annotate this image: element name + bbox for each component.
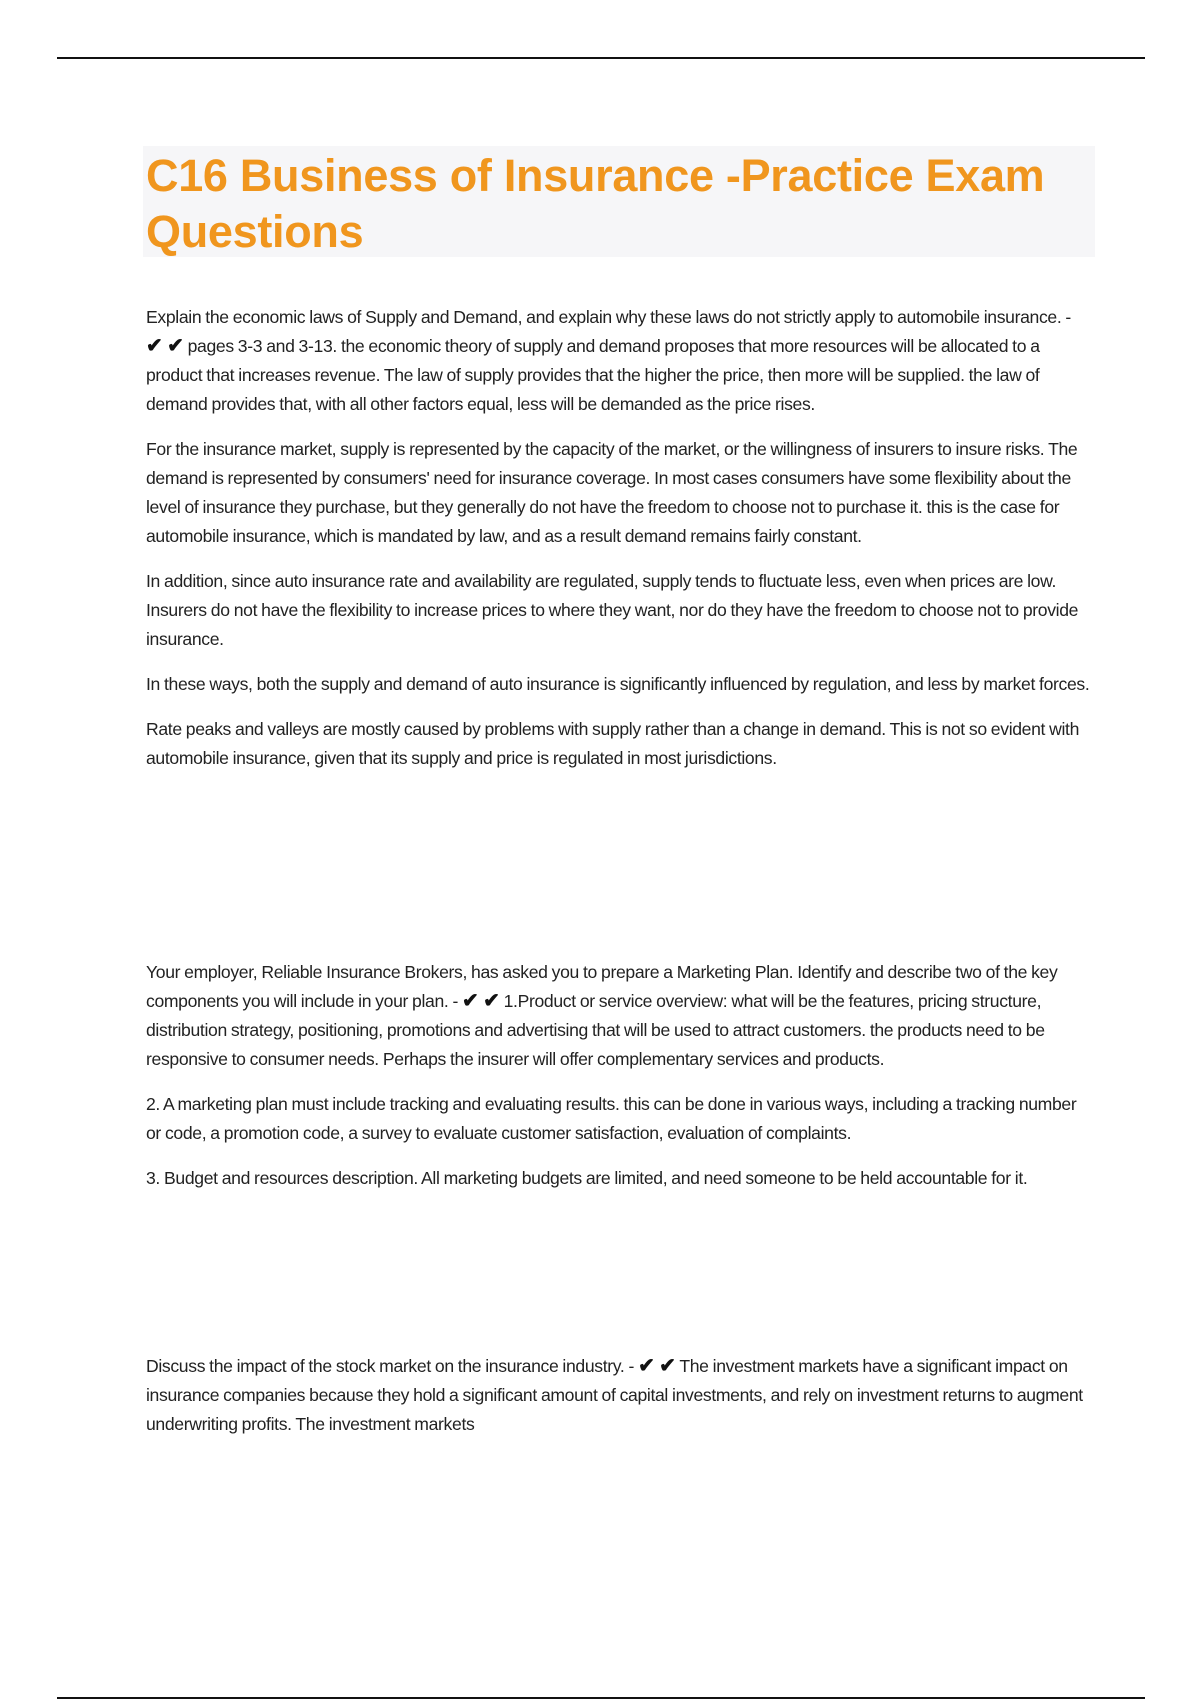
answer-paragraph: For the insurance market, supply is represented by the capacity of the market, or the willingness of insurers to insure risks. The demand is represented by consumers' need for insurance coverage. In most cases consumers have some flexibility about the level of insurance they purchase, but they generally do not have the freedom to choose not to purchase it. this is the case for automobile insurance, which is mandated by law, and as a result demand remains fairly constant.	[146, 439, 1078, 546]
top-rule	[57, 57, 1145, 59]
qa-paragraph	[146, 303, 1091, 419]
title-box	[143, 146, 1095, 257]
qa-paragraph	[146, 958, 1091, 1074]
answer-text: 1.Product or service overview: what will be the features, pricing structure, distribution strategy, positioning, promotions and advertising that will be used to attract customers. the products need to be responsive to consumer needs. Perhaps the insurer will offer complementary services and products.	[146, 991, 1045, 1069]
checkmark-icon: ✔ ✔	[146, 335, 184, 357]
question-1	[146, 303, 1091, 789]
document-title: C16 Business of Insurance -Practice Exam Questions	[146, 150, 1045, 257]
question-text: Explain the economic laws of Supply and Demand, and explain why these laws do not strictly apply to automobile insurance. -	[146, 307, 1071, 327]
answer-paragraph: In these ways, both the supply and demand of auto insurance is significantly influenced by regulation, and less by market forces.	[146, 674, 1090, 694]
checkmark-icon: ✔ ✔	[638, 1355, 676, 1377]
answer-paragraph: 3. Budget and resources description. All marketing budgets are limited, and need someone to be held accountable for it.	[146, 1168, 1028, 1188]
answer-paragraph: 2. A marketing plan must include tracking and evaluating results. this can be done in various ways, including a tracking number or code, a promotion code, a survey to evaluate customer satisfaction, evaluation of complaints.	[146, 1094, 1077, 1143]
question-text: Discuss the impact of the stock market on the insurance industry. -	[146, 1356, 635, 1376]
qa-paragraph	[146, 1352, 1091, 1439]
answer-text: pages 3-3 and 3-13. the economic theory of supply and demand proposes that more resources will be allocated to a product that increases revenue. The law of supply provides that the higher the price, then more will be supplied. the law of demand provides that, with all other factors equal, less will be demanded as the price rises.	[146, 336, 1040, 414]
question-3	[146, 1352, 1091, 1455]
answer-paragraph: In addition, since auto insurance rate and availability are regulated, supply tends to fluctuate less, even when prices are low. Insurers do not have the flexibility to increase prices to where they want, nor do they have the freedom to choose not to provide insurance.	[146, 571, 1079, 649]
question-2	[146, 958, 1091, 1209]
checkmark-icon: ✔ ✔	[462, 990, 500, 1012]
question-text: Your employer, Reliable Insurance Brokers, has asked you to prepare a Marketing Plan. Identify and describe two of the key components you will include in your plan. -	[146, 962, 1058, 1011]
answer-text: The investment markets have a significant impact on insurance companies because they hold a significant amount of capital investments, and rely on investment returns to augment underwriting profits. The investment markets	[146, 1356, 1083, 1434]
bottom-rule	[57, 1697, 1145, 1699]
answer-paragraph: Rate peaks and valleys are mostly caused by problems with supply rather than a change in demand. This is not so evident with automobile insurance, given that its supply and price is regulated in most jurisdictions.	[146, 719, 1080, 768]
